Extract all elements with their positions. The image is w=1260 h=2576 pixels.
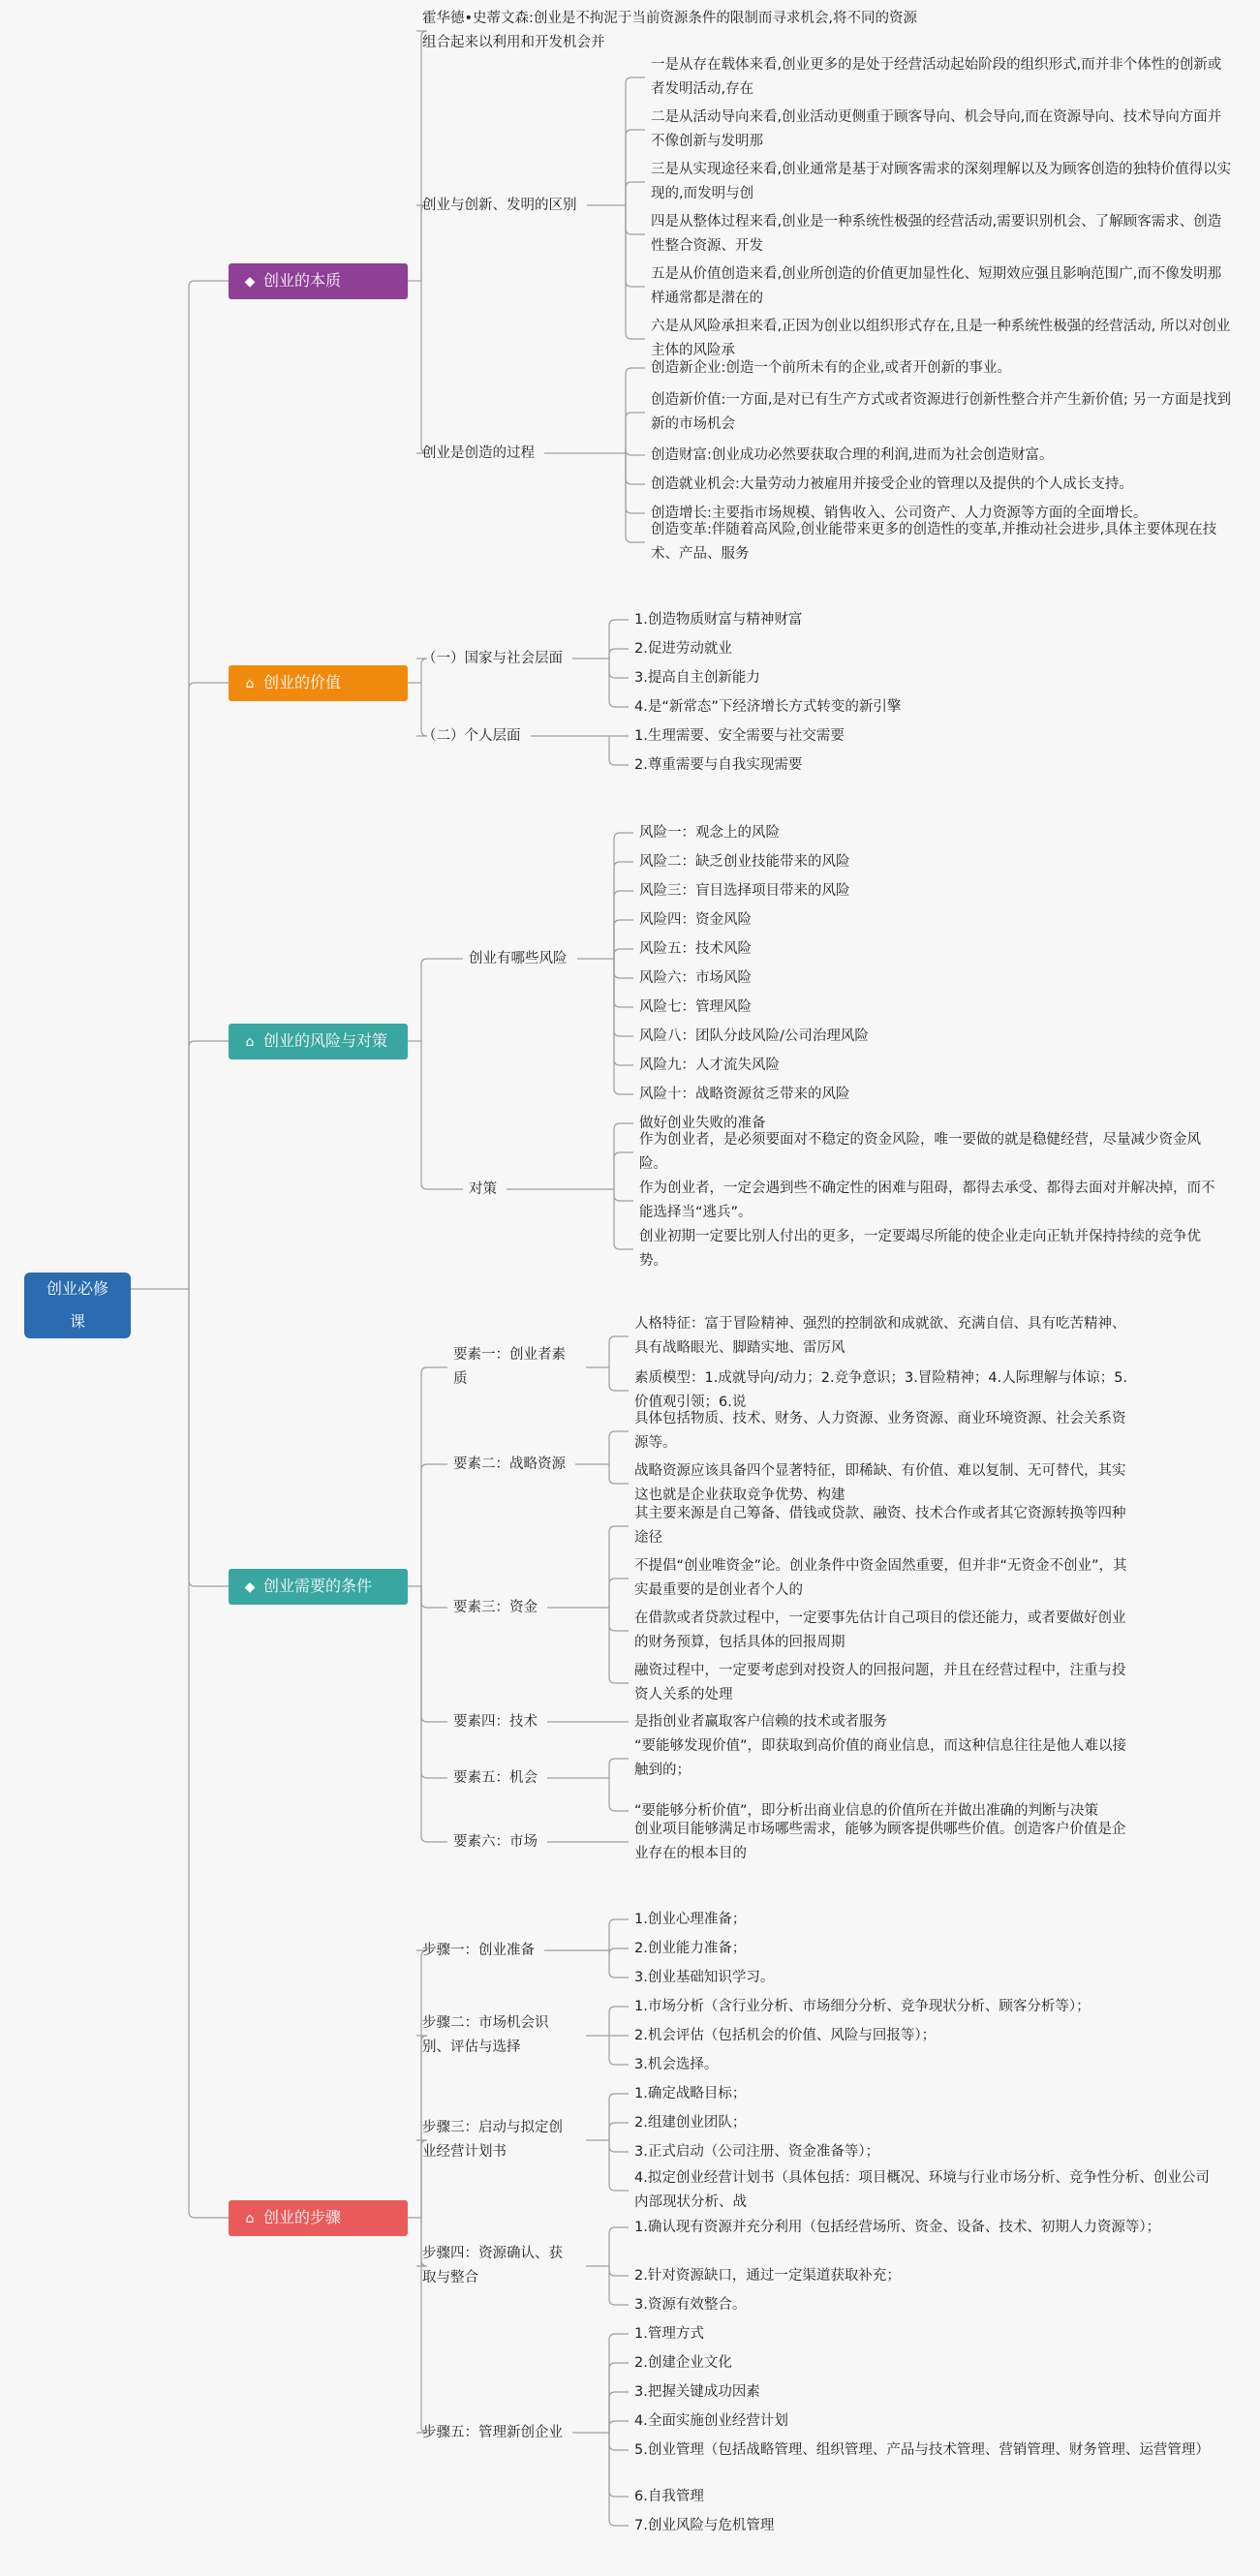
level3-node[interactable]: 创造就业机会:大量劳动力被雇用并接受企业的管理以及提供的个人成长支持。 (651, 476, 1133, 492)
level3-node[interactable]: 四是从整体过程来看,创业是一种系统性极强的经营活动,需要识别机会、了解顾客需求、创造性整合资源、开发 (651, 214, 1222, 254)
level3-node[interactable]: 2.机会评估（包括机会的价值、风险与回报等）； (634, 2028, 937, 2043)
level3-node[interactable]: 1.确定战略目标； (634, 2086, 747, 2101)
level2-node[interactable]: 要素三：资金 (453, 1600, 538, 1615)
branch-label: 创业的价值 (263, 673, 342, 691)
level3-node[interactable]: 创业初期一定要比别人付出的更多，一定要竭尽所能的使企业走向正轨并保持持续的竞争优势。 (639, 1229, 1201, 1269)
level3-node[interactable]: 创业项目能够满足市场哪些需求，能够为顾客提供哪些价值。创造客户价值是企业存在的根本目的 (634, 1822, 1126, 1861)
level3-node[interactable]: 在借款或者贷款过程中，一定要事先估计自己项目的偿还能力，或者要做好创业的财务预算，包括具体的回报周期 (634, 1610, 1126, 1650)
level2-node[interactable]: 要素六：市场 (453, 1834, 538, 1850)
level3-node[interactable]: 风险十：战略资源贫乏带来的风险 (639, 1087, 850, 1102)
branch-label: 创业需要的条件 (263, 1577, 373, 1595)
level3-node[interactable]: 具体包括物质、技术、财务、人力资源、业务资源、商业环境资源、社会关系资源等。 (634, 1411, 1126, 1451)
level3-node[interactable]: 4.拟定创业经营计划书（具体包括：项目概况、环境与行业市场分析、竞争性分析、创业公司内部现状分析、战 (634, 2170, 1210, 2210)
level3-node[interactable]: 1.确认现有资源并充分利用（包括经营场所、资金、设备、技术、初期人力资源等）； (634, 2220, 1161, 2235)
level2-node[interactable]: 步骤三：启动与拟定创业经营计划书 (422, 2120, 563, 2160)
level2-node[interactable]: 创业有哪些风险 (469, 951, 568, 966)
level2-node[interactable]: 要素一：创业者素质 (453, 1347, 566, 1387)
level2-node[interactable]: 步骤五：管理新创企业 (422, 2425, 563, 2440)
level3-node[interactable]: 五是从价值创造来看,创业所创造的价值更加显性化、短期效应强且影响范围广,而不像发明那样通常都是潜在的 (651, 266, 1222, 306)
level3-node[interactable]: 4.是“新常态”下经济增长方式转变的新引擎 (634, 699, 902, 715)
level2-node[interactable]: 对策 (469, 1181, 497, 1197)
level3-node[interactable]: 6.自我管理 (634, 2489, 704, 2504)
level2-node[interactable]: 要素四：技术 (453, 1714, 538, 1730)
level3-node[interactable]: “要能够发现价值”，即获取到高价值的商业信息，而这种信息往往是他人难以接触到的； (634, 1738, 1127, 1778)
branch-label: 创业的风险与对策 (263, 1031, 388, 1050)
level3-node[interactable]: 创造财富:创业成功必然要获取合理的利润,进而为社会创造财富。 (651, 447, 1054, 463)
level3-node[interactable]: 1.创造物质财富与精神财富 (634, 612, 803, 628)
level2-node[interactable]: （一）国家与社会层面 (422, 651, 563, 666)
level3-node[interactable]: 风险五：技术风险 (639, 941, 752, 957)
home-icon: ⌂ (245, 1034, 255, 1050)
level3-node[interactable]: “要能够分析价值”，即分析出商业信息的价值所在并做出准确的判断与决策 (634, 1803, 1099, 1819)
level3-node[interactable]: 2.组建创业团队； (634, 2115, 747, 2131)
level3-node[interactable]: 风险六：市场风险 (639, 970, 752, 986)
level3-node[interactable]: 2.针对资源缺口，通过一定渠道获取补充； (634, 2268, 901, 2284)
level3-node[interactable]: 人格特征：富于冒险精神、强烈的控制欲和成就欲、充满自信、具有吃苦精神、具有战略眼光、脚踏实地、雷厉风 (634, 1316, 1126, 1356)
level3-node[interactable]: 2.创业能力准备； (634, 1941, 747, 1956)
root-node[interactable]: 创业必修课 (24, 1273, 131, 1338)
level3-node[interactable]: 1.创业心理准备； (634, 1912, 747, 1927)
level3-node[interactable]: 其主要来源是自己筹备、借钱或贷款、融资、技术合作或者其它资源转换等四种途径 (634, 1506, 1126, 1546)
level3-node[interactable]: 六是从风险承担来看,正因为创业以组织形式存在,且是一种系统性极强的经营活动, 所以对创业主体的风险承 (651, 319, 1231, 358)
level3-node[interactable]: 风险二：缺乏创业技能带来的风险 (639, 854, 850, 870)
level3-node[interactable]: 一是从存在载体来看,创业更多的是处于经营活动起始阶段的组织形式,而并非个体性的创新或者发明活动,存在 (651, 57, 1222, 97)
level3-node[interactable]: 创造新价值:一方面,是对已有生产方式或者资源进行创新性整合并产生新价值; 另一方面是找到新的市场机会 (651, 392, 1231, 432)
level2-node[interactable]: 要素五：机会 (453, 1770, 538, 1786)
level3-node[interactable]: 2.促进劳动就业 (634, 641, 732, 657)
level3-node[interactable]: 3.机会选择。 (634, 2057, 719, 2072)
level3-node[interactable]: 5.创业管理（包括战略管理、组织管理、产品与技术管理、营销管理、财务管理、运营管理） (634, 2442, 1210, 2458)
home-icon: ⌂ (245, 2211, 255, 2226)
level3-node[interactable]: 1.管理方式 (634, 2326, 704, 2342)
level2-node[interactable]: 要素二：战略资源 (453, 1457, 566, 1472)
level2-node[interactable]: 创业与创新、发明的区别 (422, 198, 577, 213)
level3-node[interactable]: 3.正式启动（公司注册、资金准备等）； (634, 2144, 880, 2160)
level3-node[interactable]: 创造增长:主要指市场规模、销售收入、公司资产、人力资源等方面的全面增长。 (651, 506, 1148, 521)
branch-label: 创业的步骤 (263, 2208, 342, 2226)
level3-node[interactable]: 作为创业者，一定会遇到些不确定性的困难与阻碍，都得去承受、都得去面对并解决掉，而不能选择当“逃兵”。 (639, 1181, 1215, 1220)
level3-node[interactable]: 2.尊重需要与自我实现需要 (634, 757, 803, 773)
level3-node[interactable]: 2.创建企业文化 (634, 2355, 732, 2371)
level3-node[interactable]: 素质模型：1.成就导向/动力；2.竞争意识；3.冒险精神；4.人际理解与体谅；5.价值观引领；6.说 (634, 1370, 1128, 1410)
diamond-icon: ◆ (244, 1579, 256, 1595)
diamond-icon: ◆ (244, 274, 256, 290)
branch-4[interactable] (229, 1569, 408, 1605)
level3-node[interactable]: 做好创业失败的准备 (639, 1116, 766, 1131)
level3-node[interactable]: 3.提高自主创新能力 (634, 670, 760, 686)
level3-node[interactable]: 风险三：盲目选择项目带来的风险 (639, 883, 850, 899)
level3-node[interactable]: 7.创业风险与危机管理 (634, 2518, 775, 2533)
level3-node[interactable]: 1.市场分析（含行业分析、市场细分分析、竞争现状分析、顾客分析等）； (634, 1999, 1091, 2014)
level2-node[interactable]: 步骤四：资源确认、获取与整合 (422, 2246, 563, 2285)
level2-node[interactable]: 霍华德•史蒂文森:创业是不拘泥于当前资源条件的限制而寻求机会,将不同的资源组合起来以利用和开发机会并 (422, 11, 918, 50)
level3-node[interactable]: 创造新企业:创造一个前所未有的企业,或者开创新的事业。 (651, 360, 1011, 376)
level3-node[interactable]: 风险四：资金风险 (639, 912, 752, 928)
branch-3[interactable] (229, 1024, 408, 1059)
level3-node[interactable]: 作为创业者，是必须要面对不稳定的资金风险，唯一要做的就是稳健经营，尽量减少资金风险。 (639, 1132, 1201, 1172)
branch-5[interactable] (229, 2200, 408, 2236)
level2-node[interactable]: 步骤一：创业准备 (422, 1943, 535, 1958)
level3-node[interactable]: 4.全面实施创业经营计划 (634, 2413, 788, 2429)
level3-node[interactable]: 是指创业者赢取客户信赖的技术或者服务 (634, 1714, 887, 1730)
level3-node[interactable]: 3.资源有效整合。 (634, 2297, 747, 2313)
branch-2[interactable] (229, 665, 408, 701)
level3-node[interactable]: 3.创业基础知识学习。 (634, 1970, 775, 1985)
level3-node[interactable]: 风险八：团队分歧风险/公司治理风险 (639, 1028, 869, 1044)
level3-node[interactable]: 创造变革:伴随着高风险,创业能带来更多的创造性的变革,并推动社会进步,具体主要体现在技术、产品、服务 (651, 522, 1217, 562)
level3-node[interactable]: 战略资源应该具备四个显著特征，即稀缺、有价值、难以复制、无可替代，其实这也就是企业获取竞争优势、构建 (634, 1463, 1126, 1503)
branch-1[interactable] (229, 263, 408, 299)
level3-node[interactable]: 风险七：管理风险 (639, 999, 752, 1015)
level2-node[interactable]: 创业是创造的过程 (422, 445, 535, 461)
level3-node[interactable]: 三是从实现途径来看,创业通常是基于对顾客需求的深刻理解以及为顾客创造的独特价值得以实现的,而发明与创 (651, 162, 1232, 201)
level3-node[interactable]: 风险九：人才流失风险 (639, 1058, 780, 1073)
level3-node[interactable]: 3.把握关键成功因素 (634, 2384, 760, 2400)
level3-node[interactable]: 不提倡“创业唯资金”论。创业条件中资金固然重要，但并非“无资金不创业”，其实最重要的是创业者个人的 (634, 1558, 1127, 1598)
level3-node[interactable]: 二是从活动导向来看,创业活动更侧重于顾客导向、机会导向,而在资源导向、技术导向方面并不像创新与发明那 (651, 109, 1222, 149)
home-icon: ⌂ (245, 676, 255, 691)
level3-node[interactable]: 1.生理需要、安全需要与社交需要 (634, 728, 845, 744)
level3-node[interactable]: 风险一：观念上的风险 (639, 825, 780, 841)
branch-label: 创业的本质 (263, 271, 342, 290)
level2-node[interactable]: 步骤二：市场机会识别、评估与选择 (422, 2015, 549, 2055)
level3-node[interactable]: 融资过程中，一定要考虑到对投资人的回报问题，并且在经营过程中，注重与投资人关系的处理 (634, 1663, 1126, 1702)
level2-node[interactable]: （二）个人层面 (422, 728, 521, 744)
